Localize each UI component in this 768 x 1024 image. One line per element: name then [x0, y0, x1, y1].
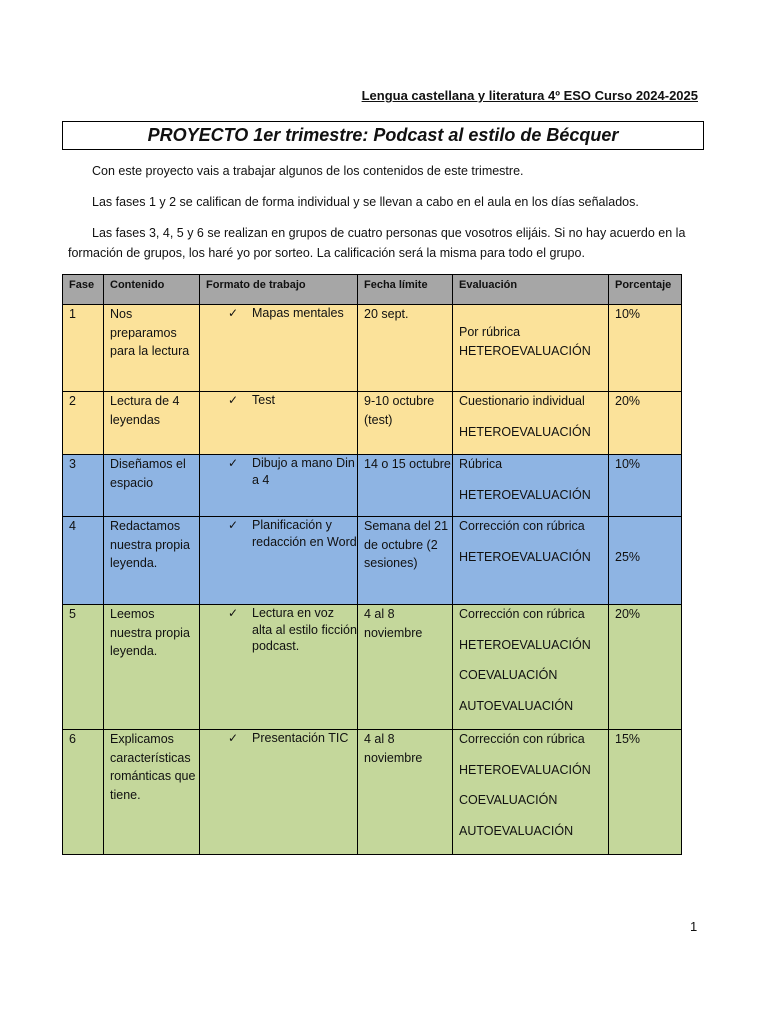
cell-contenido: Lectura de 4 leyendas	[104, 392, 200, 455]
evaluacion-line: HETEROEVALUACIÓN	[459, 637, 591, 652]
evaluacion-line: HETEROEVALUACIÓN	[459, 343, 591, 358]
table-row	[63, 517, 682, 605]
cell-fase: 2	[63, 392, 104, 455]
project-title: PROYECTO 1er trimestre: Podcast al estilo de Bécquer	[62, 121, 704, 150]
cell-fecha: 20 sept.	[358, 305, 453, 392]
formato-text: Dibujo a mano Din a 4	[252, 456, 355, 487]
evaluacion-line: Corrección con rúbrica	[459, 519, 585, 533]
formato-text: Lectura en voz alta al estilo ficción podcast.	[252, 606, 357, 653]
evaluacion-line: AUTOEVALUACIÓN	[459, 698, 574, 713]
evaluacion-line: Cuestionario individual	[459, 394, 585, 408]
cell-porcentaje: 20%	[609, 605, 682, 730]
evaluacion-line: COEVALUACIÓN	[459, 793, 558, 807]
cell-fecha: 9-10 octubre (test)	[358, 392, 453, 455]
cell-fase: 5	[63, 605, 104, 730]
cell-contenido: Explicamos características románticas que tiene.	[104, 730, 200, 855]
evaluacion-line: Rúbrica	[459, 457, 503, 471]
header-porcentaje: Porcentaje	[609, 275, 682, 305]
intro-paragraph-1: Con este proyecto vais a trabajar algunos de los contenidos de este trimestre.	[92, 164, 524, 178]
cell-evaluacion	[453, 605, 609, 730]
table-row	[63, 392, 682, 455]
cell-fase: 4	[63, 517, 104, 605]
cell-fase: 3	[63, 455, 104, 517]
cell-formato	[200, 730, 358, 855]
cell-contenido: Redactamos nuestra propia leyenda.	[104, 517, 200, 605]
formato-text: Mapas mentales	[252, 306, 344, 320]
intro-paragraph-2: Las fases 1 y 2 se califican de forma individual y se llevan a cabo en el aula en los días señalados.	[92, 195, 639, 209]
evaluacion-line: HETEROEVALUACIÓN	[459, 762, 591, 777]
header-evaluacion: Evaluación	[453, 275, 609, 305]
header-fase: Fase	[63, 275, 104, 305]
cell-fecha: 4 al 8 noviembre	[358, 730, 453, 855]
evaluacion-line: HETEROEVALUACIÓN	[459, 424, 591, 439]
evaluacion-line: Corrección con rúbrica	[459, 607, 585, 621]
page-number: 1	[690, 919, 698, 934]
intro-paragraph-3: Las fases 3, 4, 5 y 6 se realizan en grupos de cuatro personas que vosotros elijáis. Si no hay acuerdo en la formación de grupos, los haré yo por sorteo. La calificación será la misma para todo el grupo.	[68, 226, 686, 260]
formato-text: Presentación TIC	[252, 731, 349, 745]
table-row	[63, 455, 682, 517]
cell-formato	[200, 305, 358, 392]
checkmark-icon: ✓	[228, 306, 239, 320]
cell-contenido: Nos preparamos para la lectura	[104, 305, 200, 392]
cell-formato	[200, 517, 358, 605]
evaluacion-line: Corrección con rúbrica	[459, 732, 585, 746]
cell-evaluacion	[453, 392, 609, 455]
evaluacion-line: HETEROEVALUACIÓN	[459, 487, 591, 502]
cell-fecha: 14 o 15 octubre	[358, 455, 453, 517]
header-fecha: Fecha límite	[358, 275, 453, 305]
header-formato: Formato de trabajo	[200, 275, 358, 305]
cell-evaluacion	[453, 730, 609, 855]
cell-evaluacion	[453, 517, 609, 605]
evaluacion-line: COEVALUACIÓN	[459, 668, 558, 682]
cell-fecha: Semana del 21 de octubre (2 sesiones)	[358, 517, 453, 605]
table-row	[63, 605, 682, 730]
cell-porcentaje: 10%	[609, 305, 682, 392]
cell-evaluacion	[453, 305, 609, 392]
cell-formato	[200, 605, 358, 730]
checkmark-icon: ✓	[228, 731, 239, 745]
table-row	[63, 305, 682, 392]
evaluacion-line: AUTOEVALUACIÓN	[459, 823, 574, 838]
cell-fase: 6	[63, 730, 104, 855]
cell-formato	[200, 455, 358, 517]
cell-fase: 1	[63, 305, 104, 392]
header-contenido: Contenido	[104, 275, 200, 305]
porcentaje-text: 25%	[615, 550, 641, 564]
table-row	[63, 730, 682, 855]
cell-formato	[200, 392, 358, 455]
checkmark-icon: ✓	[228, 518, 239, 532]
cell-contenido: Diseñamos el espacio	[104, 455, 200, 517]
evaluacion-line	[459, 305, 608, 323]
table-header-row	[63, 275, 682, 305]
cell-fecha: 4 al 8 noviembre	[358, 605, 453, 730]
cell-contenido: Leemos nuestra propia leyenda.	[104, 605, 200, 730]
cell-evaluacion	[453, 455, 609, 517]
course-line: Lengua castellana y literatura 4º ESO Curso 2024-2025	[361, 88, 698, 103]
cell-porcentaje: 15%	[609, 730, 682, 855]
evaluacion-line: HETEROEVALUACIÓN	[459, 549, 591, 564]
formato-text: Planificación y redacción en Word	[252, 518, 357, 549]
checkmark-icon: ✓	[228, 456, 239, 470]
checkmark-icon: ✓	[228, 606, 239, 620]
cell-porcentaje: 10%	[609, 455, 682, 517]
formato-text: Test	[252, 393, 275, 407]
cell-porcentaje: 20%	[609, 392, 682, 455]
phases-table	[62, 274, 682, 855]
cell-porcentaje	[609, 517, 682, 605]
evaluacion-line: Por rúbrica	[459, 325, 521, 339]
checkmark-icon: ✓	[228, 393, 239, 407]
